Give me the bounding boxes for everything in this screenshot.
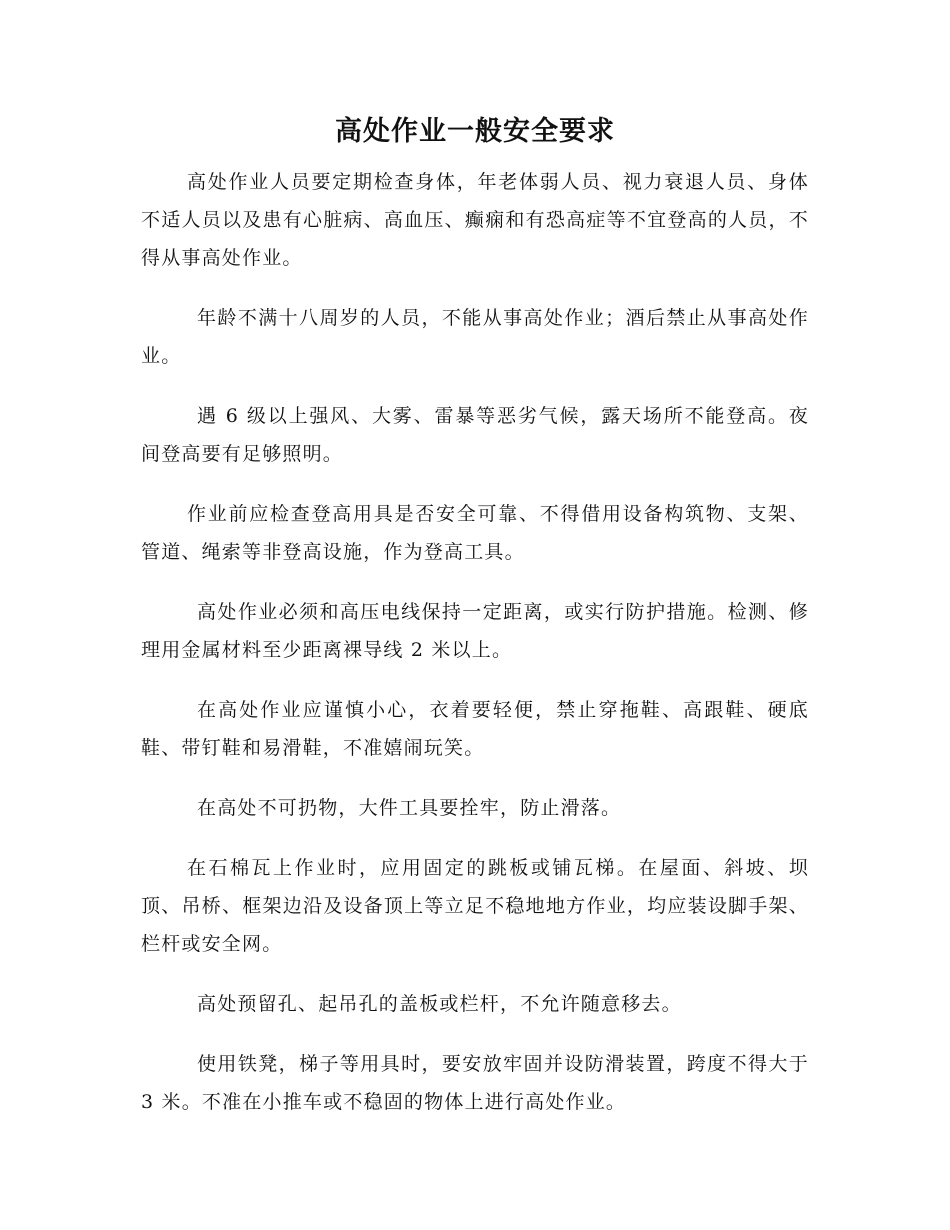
- paragraph-covers: 高处预留孔、起吊孔的盖板或栏杆，不允许随意移去。: [197, 993, 682, 1015]
- paragraph-clothing: 在高处作业应谨慎小心，衣着要轻便，禁止穿拖鞋、高跟鞋、硬底鞋、带钉鞋和易滑鞋，不准嬉闹玩笑。: [141, 699, 809, 759]
- paragraph-power-lines: 高处作业必须和高压电线保持一定距离，或实行防护措施。检测、修理用金属材料至少距离裸导线 2 米以上。: [141, 601, 809, 661]
- paragraph-asbestos-roof: 在石棉瓦上作业时，应用固定的跳板或铺瓦梯。在屋面、斜坡、坝顶、吊桥、框架边沿及设备顶上等立足不稳地地方作业，均应装设脚手架、栏杆或安全网。: [141, 857, 809, 955]
- paragraph-age-alcohol: 年龄不满十八周岁的人员，不能从事高处作业；酒后禁止从事高处作业。: [141, 307, 809, 367]
- paragraph-equipment-check: 作业前应检查登高用具是否安全可靠、不得借用设备构筑物、支架、管道、绳索等非登高设施，作为登高工具。: [141, 503, 809, 563]
- paragraph-weather: 遇 6 级以上强风、大雾、雷暴等恶劣气候，露天场所不能登高。夜间登高要有足够照明。: [141, 405, 809, 465]
- paragraph-ladders: 使用铁凳，梯子等用具时，要安放牢固并设防滑装置，跨度不得大于 3 米。不准在小推车或不稳固的物体上进行高处作业。: [141, 1053, 809, 1113]
- document-body: [141, 163, 809, 1143]
- paragraph-health-check: 高处作业人员要定期检查身体，年老体弱人员、视力衰退人员、身体不适人员以及患有心脏病、高血压、癫痫和有恐高症等不宜登高的人员，不得从事高处作业。: [141, 171, 809, 269]
- document-title: 高处作业一般安全要求: [335, 116, 615, 147]
- paragraph-no-throwing: 在高处不可扔物，大件工具要拴牢，防止滑落。: [197, 797, 622, 819]
